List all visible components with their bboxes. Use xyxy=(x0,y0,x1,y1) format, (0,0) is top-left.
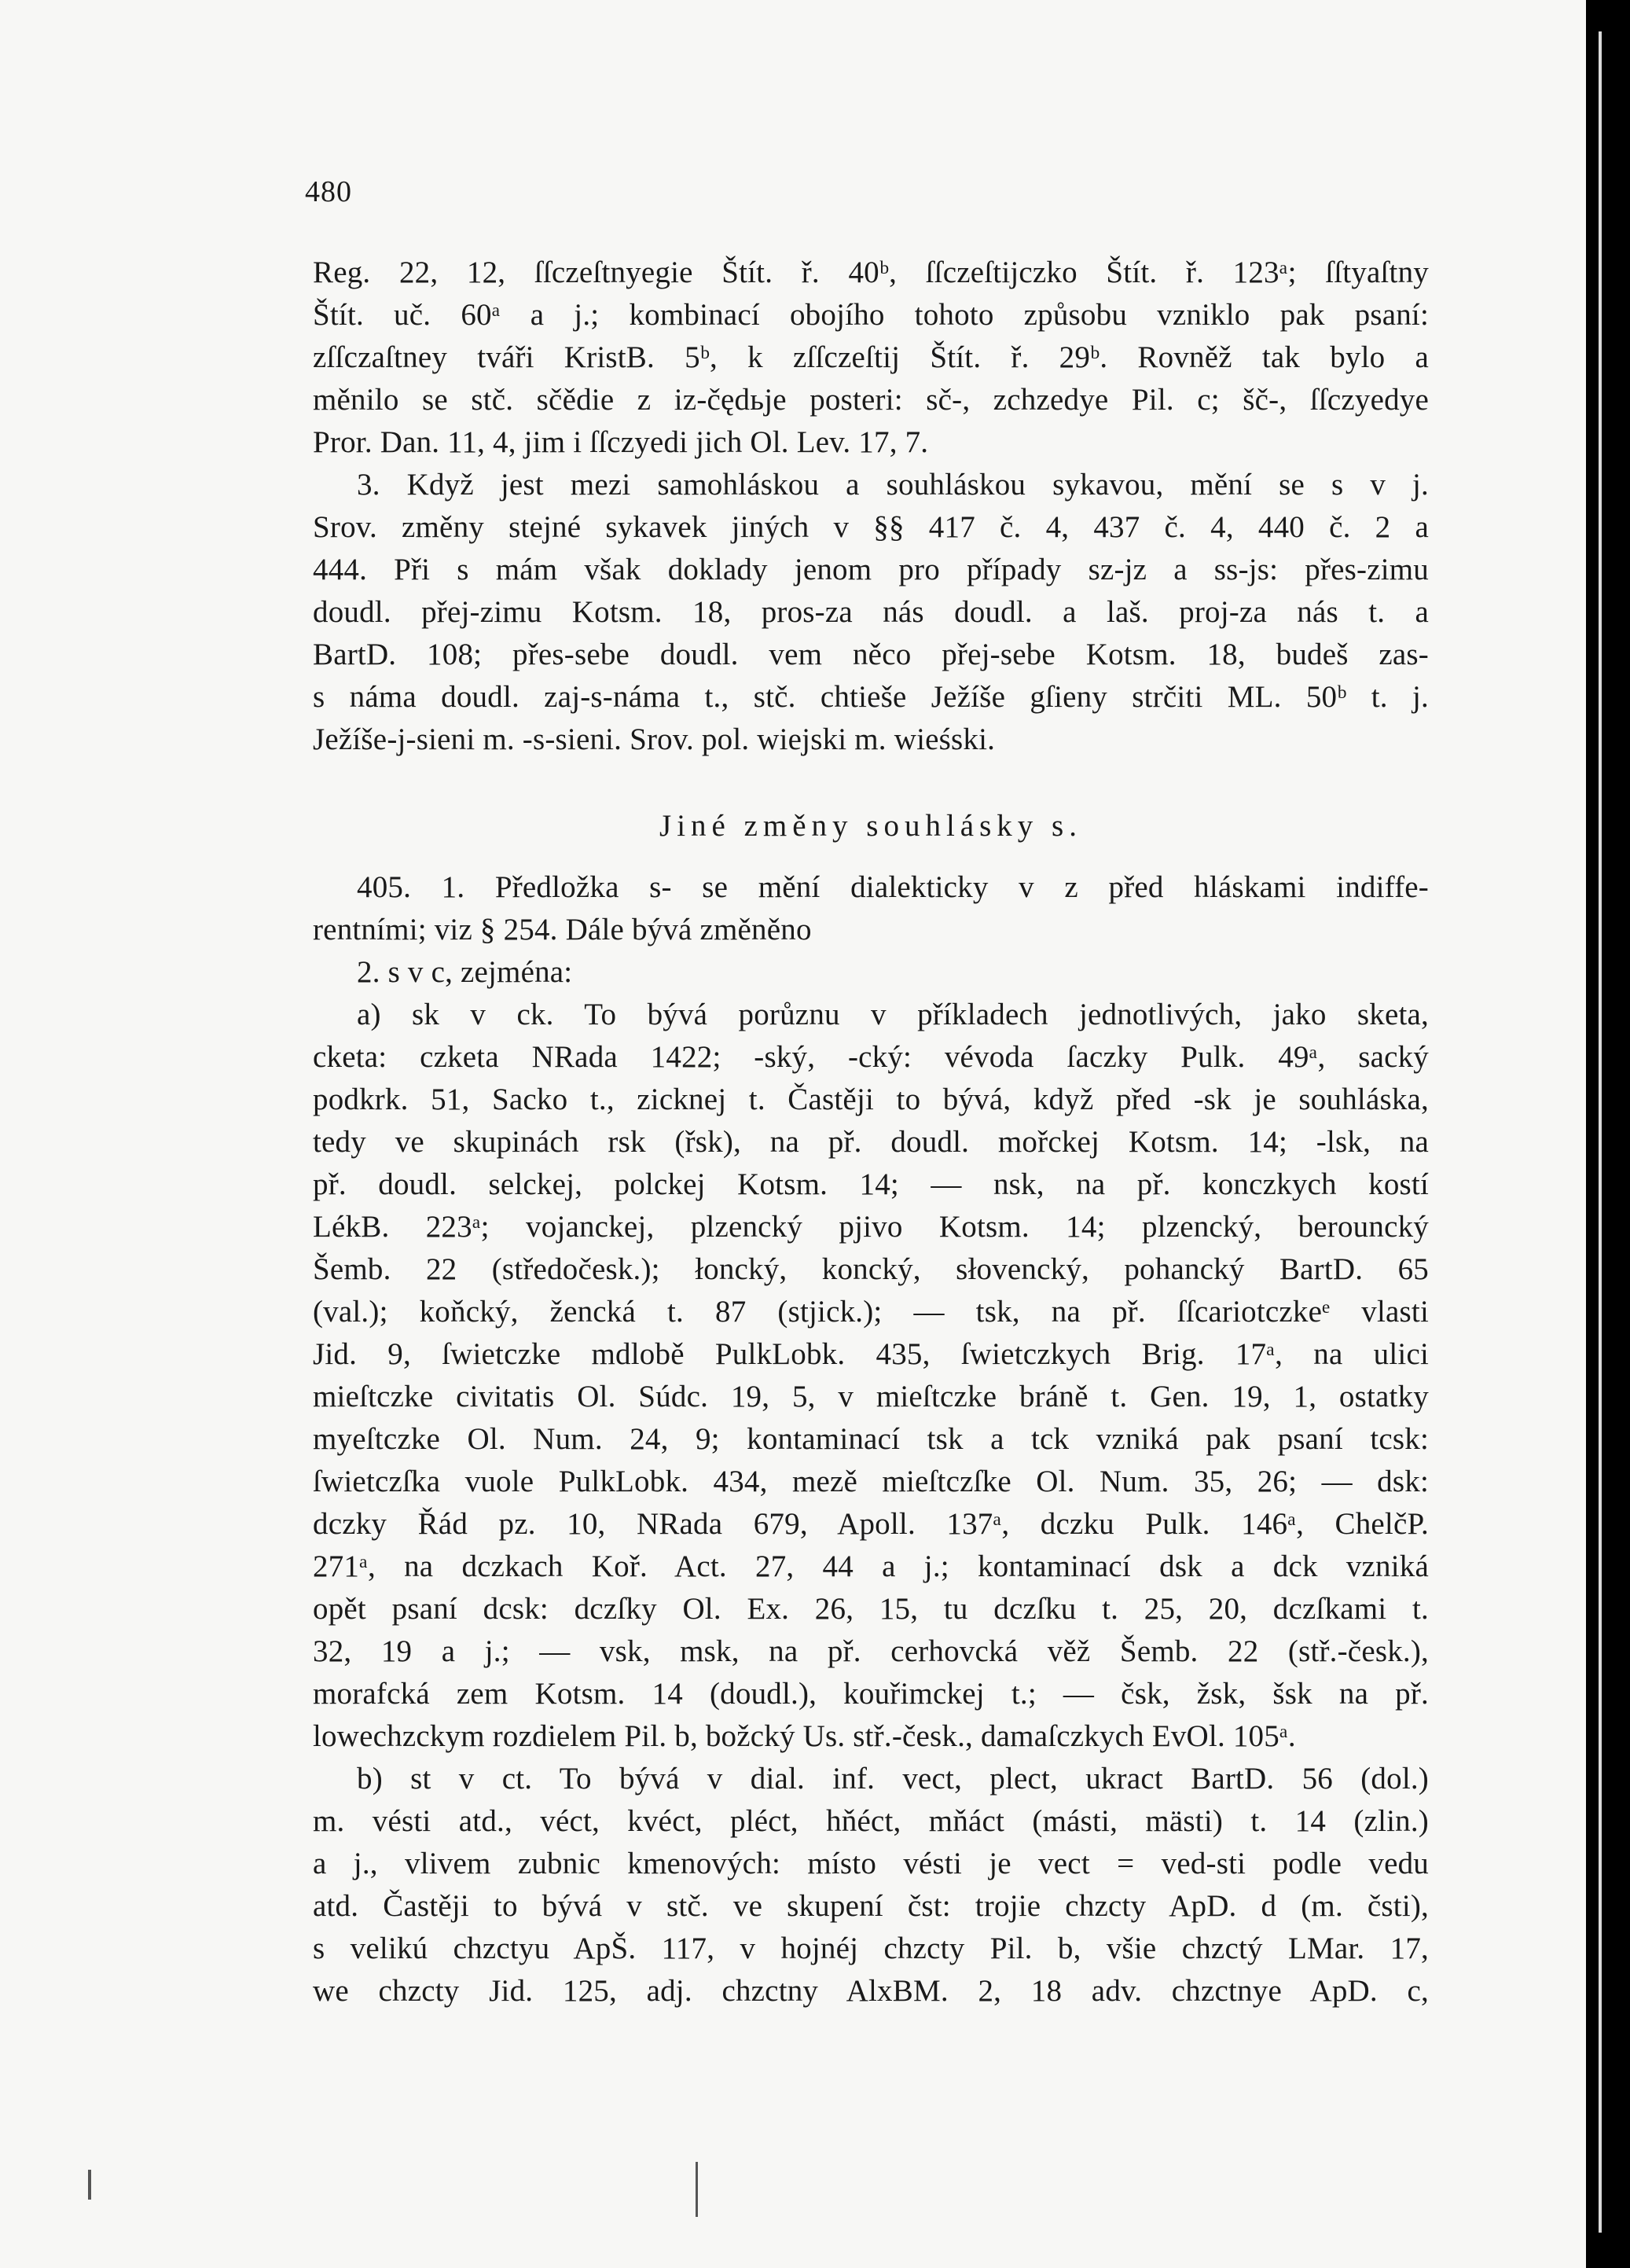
page-body xyxy=(313,252,1429,2013)
text-line: cketa: czketa NRada 1422; -ský, -cký: vévoda ſaczky Pulk. 49ᵃ, sacký xyxy=(313,1040,1429,1074)
scan-border xyxy=(1586,0,1630,2268)
section-405 xyxy=(313,866,1429,994)
text-line: 444. Při s mám však doklady jenom pro případy sz-jz a ss-js: přes-zimu xyxy=(313,553,1429,586)
text-line: mieſtczke civitatis Ol. Súdc. 19, 5, v mieſtczke bráně t. Gen. 19, 1, ostatky xyxy=(313,1380,1429,1413)
text-line: 405. 1. Předložka s- se mění dialekticky v z před hláskami indiffe- xyxy=(357,870,1429,904)
text-line: a) sk v ck. To bývá porůznu v příkladech jednotlivých, jako sketa, xyxy=(357,998,1429,1031)
text-line: př. doudl. selckej, polckej Kotsm. 14; — nsk, na př. konczkych kostí xyxy=(313,1167,1429,1201)
text-line: 32, 19 a j.; — vsk, msk, na př. cerhovcká věž Šemb. 22 (stř.-česk.), xyxy=(313,1634,1429,1668)
list-item-heading: 2. s v c, zejména: xyxy=(357,955,573,989)
text-line: podkrk. 51, Sacko t., zicknej t. Častěji to bývá, když před -sk je souhláska, xyxy=(313,1083,1429,1116)
text-line: s velikú chzctyu ApŠ. 117, v hojnéj chzcty Pil. b, všie chzctý LMar. 17, xyxy=(313,1932,1429,1965)
subsection-b xyxy=(313,1758,1429,2013)
text-line: morafcká zem Kotsm. 14 (doudl.), kouřimckej t.; — čsk, žsk, šsk na př. xyxy=(313,1677,1429,1711)
paragraph-3 xyxy=(313,464,1429,761)
text-line: ſwietczſka vuole PulkLobk. 434, mezě mieſtczſke Ol. Num. 35, 26; — dsk: xyxy=(313,1465,1429,1498)
scan-speck xyxy=(88,2170,91,2200)
text-line: 3. Když jest mezi samohláskou a souhláskou sykavou, mění se s v j. xyxy=(357,468,1429,502)
text-line: s náma doudl. zaj-s-náma t., stč. chtieše Ježíše gſieny strčiti ML. 50ᵇ t. j. xyxy=(313,680,1429,714)
text-line: Srov. změny stejné sykavek jiných v §§ 417 č. 4, 437 č. 4, 440 č. 2 a xyxy=(313,510,1429,544)
text-line: měnilo se stč. sčědie z iz-čędьje posteri: sč-, zchzedye Pil. c; šč-, ſſczyedye xyxy=(313,383,1429,417)
text-line: LékB. 223ᵃ; vojanckej, plzencký pjivo Kotsm. 14; plzencký, berouncký xyxy=(313,1210,1429,1244)
text-line: dczky Řád pz. 10, NRada 679, Apoll. 137ᵃ, dczku Pulk. 146ᵃ, ChelčP. xyxy=(313,1507,1429,1541)
text-line: a j., vlivem zubnic kmenových: místo vésti je vect = ved-sti podle vedu xyxy=(313,1847,1429,1880)
text-line: myeſtczke Ol. Num. 24, 9; kontaminací tsk a tck vzniká pak psaní tcsk: xyxy=(313,1422,1429,1456)
subsection-a xyxy=(313,994,1429,1758)
page-number: 480 xyxy=(305,175,352,208)
text-line: m. vésti atd., véct, kvéct, pléct, hňéct, mňáct (másti, mästi) t. 14 (zlin.) xyxy=(313,1804,1429,1838)
text-line: Šemb. 22 (středočesk.); łoncký, koncký, słovencký, pohancký BartD. 65 xyxy=(313,1252,1429,1286)
scan-speck xyxy=(696,2162,698,2217)
text-line: Ježíše-j-sieni m. -s-sieni. Srov. pol. wiejski m. wieśski. xyxy=(313,722,996,756)
text-line: we chzcty Jid. 125, adj. chzctny AlxBM. 2, 18 adv. chzctnye ApD. c, xyxy=(313,1974,1429,2008)
text-line: doudl. přej-zimu Kotsm. 18, pros-za nás doudl. a laš. proj-za nás t. a xyxy=(313,595,1429,629)
text-line: zſſczaſtney tváři KristB. 5ᵇ, k zſſczeſtij Štít. ř. 29ᵇ. Rovněž tak bylo a xyxy=(313,340,1429,374)
text-line: Jid. 9, ſwietczke mdlobě PulkLobk. 435, ſwietczkych Brig. 17ᵃ, na ulici xyxy=(313,1337,1429,1371)
text-line: 271ᵃ, na dczkach Koř. Act. 27, 44 a j.; kontaminací dsk a dck vzniká xyxy=(313,1549,1429,1583)
paragraph-continuation xyxy=(313,252,1429,464)
text-line: b) st v ct. To bývá v dial. inf. vect, plect, ukract BartD. 56 (dol.) xyxy=(357,1762,1429,1796)
text-line: atd. Častěji to bývá v stč. ve skupení čst: trojie chzcty ApD. d (m. čsti), xyxy=(313,1889,1429,1923)
section-heading: Jiné změny souhlásky s. xyxy=(659,809,1082,843)
text-line: opět psaní dcsk: dczſky Ol. Ex. 26, 15, tu dczſku t. 25, 20, dczſkami t. xyxy=(313,1592,1429,1626)
text-line: Pror. Dan. 11, 4, jim i ſſczyedi jich Ol. Lev. 17, 7. xyxy=(313,425,929,459)
text-line: BartD. 108; přes-sebe doudl. vem něco přej-sebe Kotsm. 18, budeš zas- xyxy=(313,638,1429,671)
text-line: tedy ve skupinách rsk (řsk), na př. doudl. mořckej Kotsm. 14; -lsk, na xyxy=(313,1125,1429,1159)
text-line: rentními; viz § 254. Dále bývá změněno xyxy=(313,913,812,947)
text-line: Reg. 22, 12, ſſczeſtnyegie Štít. ř. 40ᵇ, ſſczeſtijczko Štít. ř. 123ᵃ; ſſtyaſtny xyxy=(313,255,1429,289)
scan-border-line xyxy=(1599,31,1602,2233)
text-line: lowechzckym rozdielem Pil. b, božcký Us. stř.-česk., damaſczkych EvOl. 105ᵃ. xyxy=(313,1719,1296,1753)
text-line: Štít. uč. 60ᵃ a j.; kombinací obojího tohoto způsobu vzniklo pak psaní: xyxy=(313,298,1429,332)
text-line: (val.); koňcký, žencká t. 87 (stjick.); — tsk, na př. ſſcariotczkeᵉ vlasti xyxy=(313,1295,1429,1329)
